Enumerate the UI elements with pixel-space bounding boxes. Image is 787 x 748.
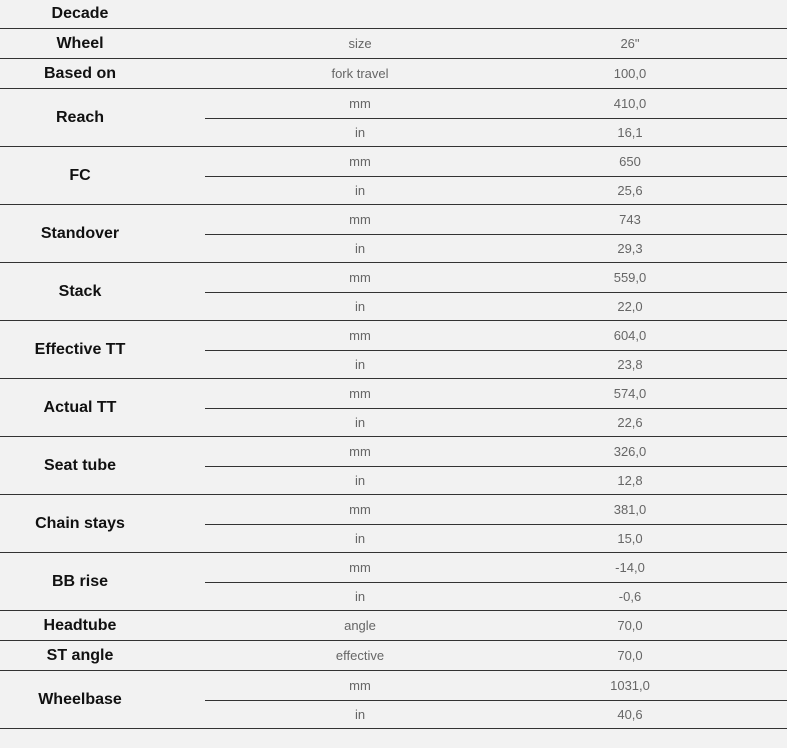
unit-cell: in bbox=[354, 530, 366, 546]
row-label: FC bbox=[69, 166, 91, 184]
value-row bbox=[205, 700, 787, 729]
row-values bbox=[205, 59, 787, 88]
value-row bbox=[205, 118, 787, 147]
unit-cell: mm bbox=[349, 559, 371, 575]
table-row bbox=[0, 205, 787, 263]
value-cell: 25,6 bbox=[617, 182, 643, 198]
value-cell: 29,3 bbox=[617, 240, 643, 256]
value-row bbox=[205, 234, 787, 263]
row-values bbox=[205, 671, 787, 728]
row-values bbox=[205, 263, 787, 320]
row-label: Reach bbox=[55, 108, 105, 126]
table-row bbox=[0, 553, 787, 611]
table-row bbox=[0, 321, 787, 379]
value-row bbox=[205, 89, 787, 118]
table-row bbox=[0, 611, 787, 641]
value-row bbox=[205, 671, 787, 700]
row-label: Based on bbox=[43, 64, 116, 82]
row-values bbox=[205, 89, 787, 146]
table-row bbox=[0, 671, 787, 729]
value-cell: 15,0 bbox=[617, 530, 643, 546]
value-row bbox=[205, 524, 787, 553]
row-values bbox=[205, 205, 787, 262]
header-label: Decade bbox=[51, 5, 109, 22]
value-cell: 326,0 bbox=[613, 443, 647, 459]
value-row bbox=[205, 641, 787, 670]
table-row bbox=[0, 495, 787, 553]
value-cell: 574,0 bbox=[613, 385, 647, 401]
row-label: Actual TT bbox=[43, 398, 117, 416]
value-row bbox=[205, 263, 787, 292]
row-label: Stack bbox=[58, 282, 102, 300]
value-cell: 604,0 bbox=[613, 327, 647, 343]
value-cell: 22,6 bbox=[617, 414, 643, 430]
row-label: BB rise bbox=[51, 572, 109, 590]
unit-cell: in bbox=[354, 182, 366, 198]
unit-cell: in bbox=[354, 706, 366, 722]
table-row bbox=[0, 437, 787, 495]
table-row bbox=[0, 29, 787, 59]
value-row bbox=[205, 350, 787, 379]
value-cell: 23,8 bbox=[617, 356, 643, 372]
row-label: Standover bbox=[40, 224, 120, 242]
value-cell: 22,0 bbox=[617, 298, 643, 314]
row-values bbox=[205, 437, 787, 494]
value-cell: 40,6 bbox=[617, 706, 643, 722]
value-row bbox=[205, 205, 787, 234]
table-row bbox=[0, 147, 787, 205]
row-values bbox=[205, 641, 787, 670]
row-values bbox=[205, 495, 787, 552]
table-row bbox=[0, 59, 787, 89]
table-row bbox=[0, 89, 787, 147]
row-label: Seat tube bbox=[43, 456, 116, 474]
row-label: ST angle bbox=[46, 646, 114, 664]
unit-cell: in bbox=[354, 356, 366, 372]
value-cell: 70,0 bbox=[617, 648, 643, 663]
value-row bbox=[205, 321, 787, 350]
unit-cell: mm bbox=[349, 443, 371, 459]
unit-cell: in bbox=[354, 588, 366, 604]
value-row bbox=[205, 292, 787, 321]
table-row bbox=[0, 379, 787, 437]
value-cell: 16,1 bbox=[617, 124, 643, 140]
table-row bbox=[0, 263, 787, 321]
value-cell: 559,0 bbox=[613, 269, 647, 285]
row-values bbox=[205, 379, 787, 436]
row-label: Wheelbase bbox=[38, 690, 122, 708]
value-cell: 650 bbox=[619, 153, 641, 169]
row-label: Headtube bbox=[43, 616, 117, 634]
value-cell: 743 bbox=[619, 211, 641, 227]
value-row bbox=[205, 582, 787, 611]
row-values bbox=[205, 29, 787, 58]
unit-cell: in bbox=[354, 414, 366, 430]
value-row bbox=[205, 611, 787, 640]
value-row bbox=[205, 408, 787, 437]
row-values bbox=[205, 553, 787, 610]
value-cell: -0,6 bbox=[618, 588, 642, 604]
table-header-row bbox=[0, 0, 787, 29]
value-row bbox=[205, 379, 787, 408]
value-row bbox=[205, 466, 787, 495]
value-cell: 70,0 bbox=[617, 618, 643, 633]
row-values bbox=[205, 321, 787, 378]
value-row bbox=[205, 553, 787, 582]
unit-cell: effective bbox=[335, 648, 385, 663]
row-label: Wheel bbox=[56, 34, 104, 52]
unit-cell: mm bbox=[349, 501, 371, 517]
unit-cell: in bbox=[354, 472, 366, 488]
unit-cell: size bbox=[348, 36, 372, 51]
table-row bbox=[0, 641, 787, 671]
table-body bbox=[0, 29, 787, 729]
value-row bbox=[205, 437, 787, 466]
value-cell: 100,0 bbox=[613, 66, 647, 81]
value-row bbox=[205, 176, 787, 205]
unit-cell: in bbox=[354, 240, 366, 256]
row-values bbox=[205, 611, 787, 640]
value-cell: 1031,0 bbox=[610, 677, 650, 693]
unit-cell: in bbox=[354, 124, 366, 140]
value-cell: 12,8 bbox=[617, 472, 643, 488]
unit-cell: mm bbox=[349, 95, 371, 111]
value-cell: -14,0 bbox=[615, 559, 645, 575]
value-row bbox=[205, 59, 787, 88]
unit-cell: fork travel bbox=[331, 66, 389, 81]
row-values bbox=[205, 147, 787, 204]
unit-cell: mm bbox=[349, 269, 371, 285]
value-row bbox=[205, 495, 787, 524]
unit-cell: mm bbox=[349, 211, 371, 227]
value-row bbox=[205, 147, 787, 176]
value-row bbox=[205, 29, 787, 58]
value-cell: 26" bbox=[620, 36, 640, 51]
value-cell: 381,0 bbox=[613, 501, 647, 517]
unit-cell: mm bbox=[349, 153, 371, 169]
unit-cell: mm bbox=[349, 385, 371, 401]
unit-cell: mm bbox=[349, 327, 371, 343]
row-label: Chain stays bbox=[35, 514, 125, 532]
unit-cell: angle bbox=[344, 618, 376, 633]
row-label: Effective TT bbox=[34, 340, 126, 358]
value-cell: 410,0 bbox=[613, 95, 647, 111]
unit-cell: in bbox=[354, 298, 366, 314]
unit-cell: mm bbox=[349, 677, 371, 693]
